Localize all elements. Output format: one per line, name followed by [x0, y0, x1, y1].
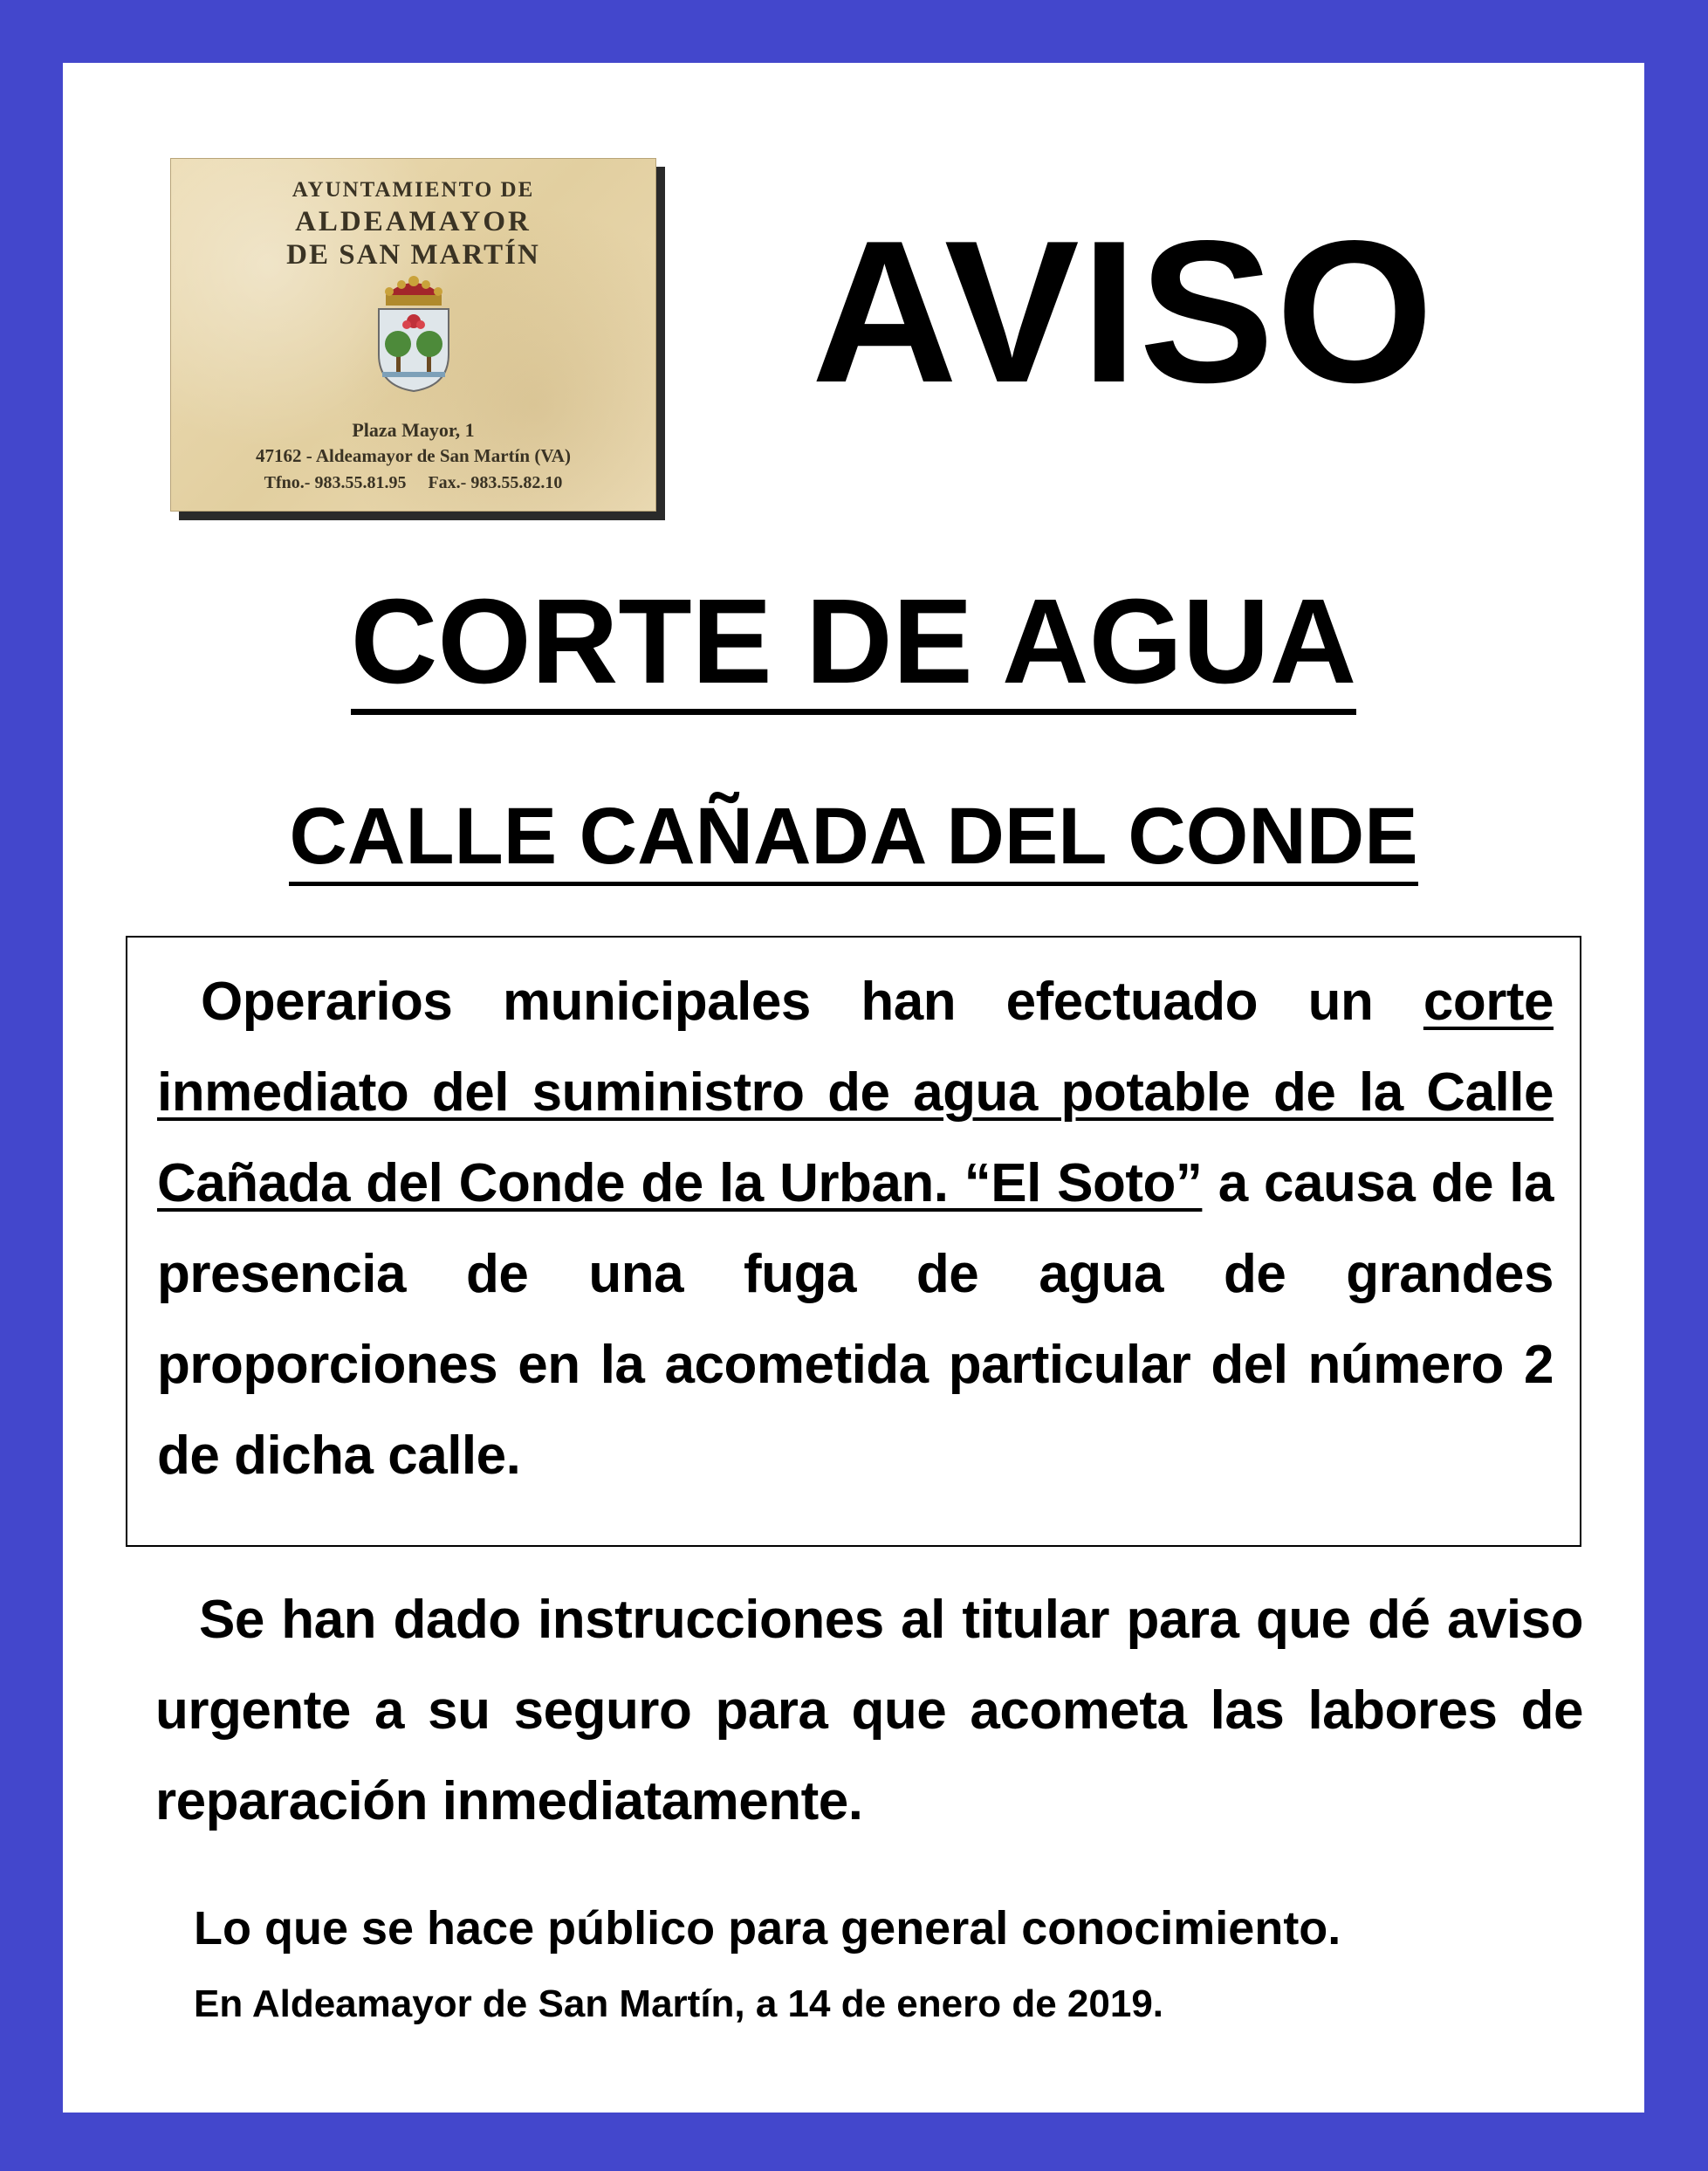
instructions-text: Se han dado instrucciones al titular para que dé aviso urgente a su seguro para que acometa las labores de reparación inmediatamente.	[155, 1590, 1583, 1831]
notice-underlined: corte inmediato del suministro de agua potable de la Calle Cañada del Conde de la Urban. “El Soto”	[157, 972, 1554, 1213]
logo-address-city: 47162 - Aldeamayor de San Martín (VA)	[256, 445, 571, 466]
notice-box	[126, 936, 1581, 1547]
logo-phone: Tfno.- 983.55.81.95	[264, 473, 407, 492]
logo-address-street: Plaza Mayor, 1	[352, 419, 475, 441]
logo-title-line-1: AYUNTAMIENTO DE	[292, 178, 535, 202]
notice-title	[63, 574, 1644, 715]
town-hall-logo	[170, 158, 656, 512]
notice-subtitle-text: CALLE CAÑADA DEL CONDE	[289, 796, 1417, 886]
notice-paragraph	[157, 957, 1554, 1501]
notice-subtitle	[63, 792, 1644, 886]
logo-fax: Fax.- 983.55.82.10	[428, 473, 563, 492]
instructions-paragraph	[155, 1575, 1583, 1847]
logo-title-line-2: ALDEAMAYOR	[295, 206, 532, 237]
date-line: En Aldeamayor de San Martín, a 14 de enero de 2019.	[194, 1982, 1164, 2025]
notice-title-text: CORTE DE AGUA	[351, 581, 1357, 715]
coat-of-arms-icon	[370, 274, 457, 393]
notice-intro: Operarios municipales han efectuado un	[201, 972, 1423, 1032]
logo-contact	[171, 473, 655, 493]
notice-page	[63, 63, 1644, 2113]
notice-heading: AVISO	[811, 199, 1436, 425]
notice-rest: a causa de la presencia de una fuga de agua de grandes proporciones en la acometida particular del número 2 de dicha calle.	[157, 1153, 1554, 1486]
logo-title-line-3: DE SAN MARTÍN	[286, 239, 540, 271]
public-note: Lo que se hace público para general conocimiento.	[194, 1902, 1341, 1955]
